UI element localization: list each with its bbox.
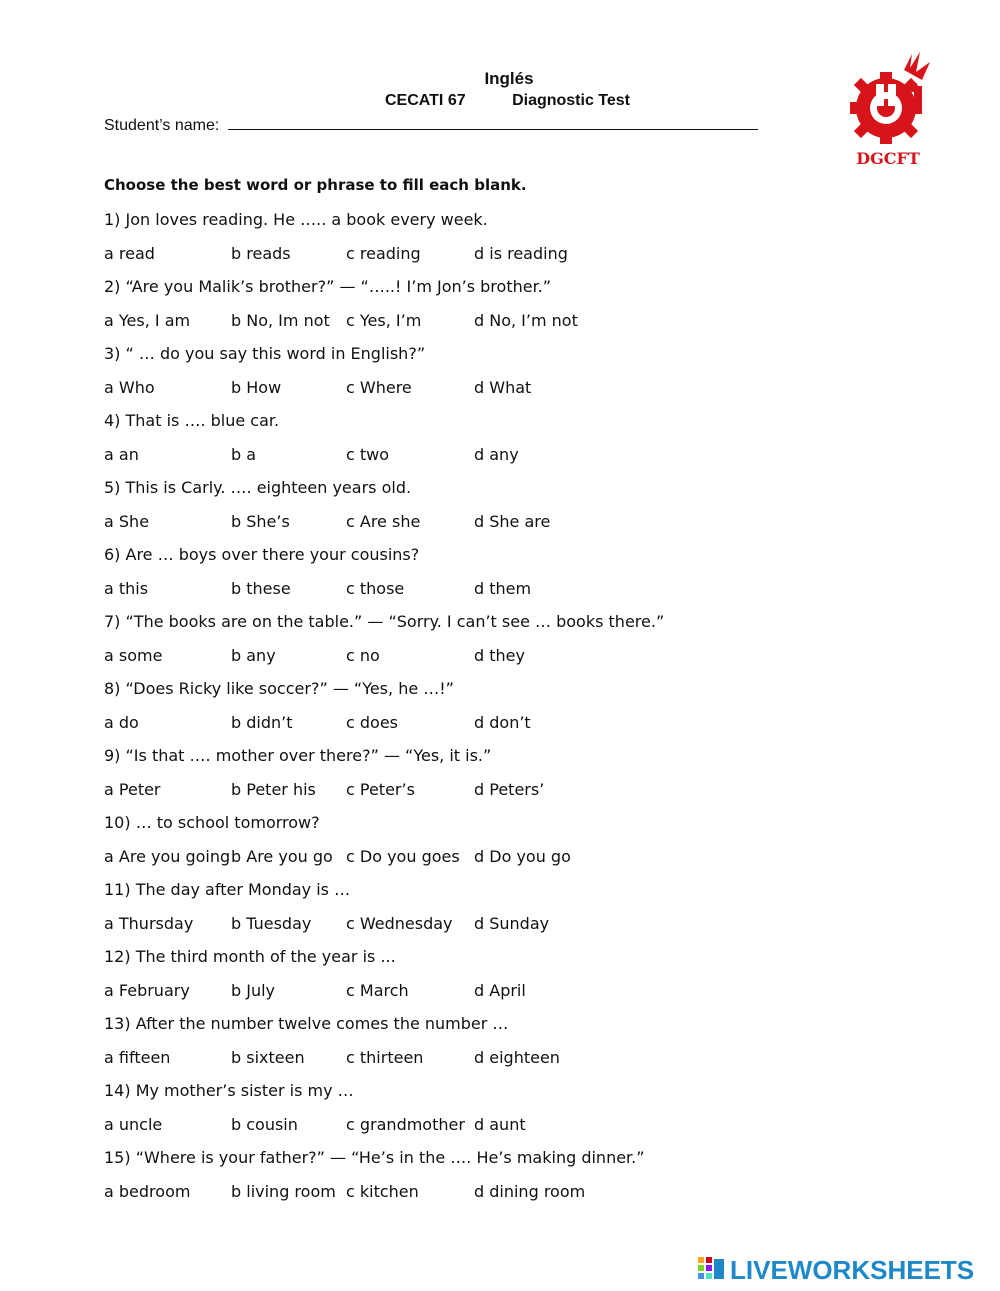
option-d[interactable]: d they bbox=[474, 645, 525, 665]
question-4: 4) That is …. blue car. bbox=[104, 411, 280, 430]
student-name-label: Student’s name: bbox=[104, 117, 220, 134]
option-a[interactable]: a Peter bbox=[104, 779, 161, 799]
option-a[interactable]: a this bbox=[104, 578, 149, 598]
option-a[interactable]: a She bbox=[104, 511, 150, 531]
option-c[interactable]: c Do you goes bbox=[346, 846, 460, 866]
option-d[interactable]: d April bbox=[474, 980, 526, 1000]
question-3: 3) “ … do you say this word in English?” bbox=[104, 344, 426, 363]
option-c[interactable]: c Peter’s bbox=[346, 779, 415, 799]
question-2: 2) “Are you Malik’s brother?” — “…..! I’m Jon’s brother.” bbox=[104, 277, 552, 296]
question-5: 5) This is Carly. …. eighteen years old. bbox=[104, 478, 412, 497]
option-b[interactable]: b She’s bbox=[231, 511, 290, 531]
option-b[interactable]: b July bbox=[231, 980, 276, 1000]
option-a[interactable]: a do bbox=[104, 712, 139, 732]
options-row-2 bbox=[104, 309, 884, 343]
option-c[interactable]: c reading bbox=[346, 243, 421, 263]
option-d[interactable]: d What bbox=[474, 377, 532, 397]
option-d[interactable]: d She are bbox=[474, 511, 551, 531]
option-a[interactable]: a February bbox=[104, 980, 190, 1000]
option-c[interactable]: c Yes, I’m bbox=[346, 310, 422, 330]
question-7: 7) “The books are on the table.” — “Sorry. I can’t see … books there.” bbox=[104, 612, 665, 631]
option-c[interactable]: c thirteen bbox=[346, 1047, 424, 1067]
option-c[interactable]: c no bbox=[346, 645, 380, 665]
option-b[interactable]: b any bbox=[231, 645, 276, 665]
question-12: 12) The third month of the year is ... bbox=[104, 947, 396, 966]
question-9: 9) “Is that …. mother over there?” — “Yes, it is.” bbox=[104, 746, 492, 765]
option-d[interactable]: d aunt bbox=[474, 1114, 526, 1134]
option-a[interactable]: a an bbox=[104, 444, 139, 464]
options-row-6 bbox=[104, 577, 884, 611]
option-b[interactable]: b No, Im not bbox=[231, 310, 330, 330]
option-c[interactable]: c does bbox=[346, 712, 399, 732]
option-a[interactable]: a bedroom bbox=[104, 1181, 191, 1201]
option-d[interactable]: d Do you go bbox=[474, 846, 571, 866]
options-row-1 bbox=[104, 242, 884, 276]
option-d[interactable]: d don’t bbox=[474, 712, 531, 732]
option-c[interactable]: c Wednesday bbox=[346, 913, 453, 933]
option-d[interactable]: d is reading bbox=[474, 243, 568, 263]
options-row-3 bbox=[104, 376, 884, 410]
option-b[interactable]: b didn’t bbox=[231, 712, 293, 732]
question-15: 15) “Where is your father?” — “He’s in the …. He’s making dinner.” bbox=[104, 1148, 645, 1167]
page-subtitle bbox=[385, 92, 630, 110]
option-b[interactable]: b sixteen bbox=[231, 1047, 305, 1067]
option-a[interactable]: a some bbox=[104, 645, 163, 665]
option-c[interactable]: c Are she bbox=[346, 511, 421, 531]
option-a[interactable]: a Who bbox=[104, 377, 155, 397]
option-d[interactable]: d them bbox=[474, 578, 532, 598]
spark-lines bbox=[904, 52, 930, 80]
test-name: Diagnostic Test bbox=[512, 92, 631, 109]
liveworksheets-icon bbox=[698, 1255, 726, 1283]
option-d[interactable]: d any bbox=[474, 444, 519, 464]
options-row-11 bbox=[104, 912, 884, 946]
liveworksheets-footer[interactable] bbox=[698, 1255, 994, 1285]
options-row-9 bbox=[104, 778, 884, 812]
option-a[interactable]: a read bbox=[104, 243, 155, 263]
option-a[interactable]: a Are you going bbox=[104, 846, 231, 866]
options-row-5 bbox=[104, 510, 884, 544]
option-a[interactable]: a Thursday bbox=[104, 913, 194, 933]
options-row-10 bbox=[104, 845, 884, 879]
option-b[interactable]: b these bbox=[231, 578, 291, 598]
option-d[interactable]: d No, I’m not bbox=[474, 310, 578, 330]
options-row-15 bbox=[104, 1180, 884, 1214]
options-row-14 bbox=[104, 1113, 884, 1147]
option-a[interactable]: a fifteen bbox=[104, 1047, 171, 1067]
question-1: 1) Jon loves reading. He ….. a book every week. bbox=[104, 210, 488, 229]
question-11: 11) The day after Monday is … bbox=[104, 880, 351, 899]
option-c[interactable]: c those bbox=[346, 578, 405, 598]
option-c[interactable]: c kitchen bbox=[346, 1181, 419, 1201]
option-b[interactable]: b How bbox=[231, 377, 282, 397]
options-row-13 bbox=[104, 1046, 884, 1080]
question-list bbox=[104, 208, 884, 1213]
option-c[interactable]: c Where bbox=[346, 377, 412, 397]
options-row-8 bbox=[104, 711, 884, 745]
options-row-7 bbox=[104, 644, 884, 678]
instructions: Choose the best word or phrase to fill each blank. bbox=[104, 176, 527, 194]
liveworksheets-brand: LIVEWORKSHEETS bbox=[730, 1255, 975, 1285]
option-b[interactable]: b a bbox=[231, 444, 257, 464]
school-name: CECATI 67 bbox=[385, 92, 466, 109]
option-d[interactable]: d eighteen bbox=[474, 1047, 560, 1067]
options-row-4 bbox=[104, 443, 884, 477]
student-name-blank[interactable] bbox=[228, 113, 758, 130]
option-d[interactable]: d dining room bbox=[474, 1181, 586, 1201]
dgcft-logo bbox=[842, 50, 938, 170]
student-name-row bbox=[104, 113, 758, 135]
option-b[interactable]: b living room bbox=[231, 1181, 336, 1201]
question-6: 6) Are … boys over there your cousins? bbox=[104, 545, 420, 564]
option-c[interactable]: c March bbox=[346, 980, 409, 1000]
option-a[interactable]: a Yes, I am bbox=[104, 310, 191, 330]
options-row-12 bbox=[104, 979, 884, 1013]
option-b[interactable]: b Tuesday bbox=[231, 913, 312, 933]
option-a[interactable]: a uncle bbox=[104, 1114, 163, 1134]
question-13: 13) After the number twelve comes the number … bbox=[104, 1014, 509, 1033]
option-b[interactable]: b reads bbox=[231, 243, 291, 263]
option-c[interactable]: c two bbox=[346, 444, 390, 464]
option-b[interactable]: b Are you go bbox=[231, 846, 333, 866]
page-title: Inglés bbox=[484, 69, 534, 88]
question-14: 14) My mother’s sister is my … bbox=[104, 1081, 354, 1100]
option-d[interactable]: d Peters’ bbox=[474, 779, 545, 799]
logo-text: DGCFT bbox=[856, 149, 920, 168]
question-8: 8) “Does Ricky like soccer?” — “Yes, he …!” bbox=[104, 679, 454, 698]
option-d[interactable]: d Sunday bbox=[474, 913, 550, 933]
option-b[interactable]: b cousin bbox=[231, 1114, 298, 1134]
question-10: 10) … to school tomorrow? bbox=[104, 813, 320, 832]
option-b[interactable]: b Peter his bbox=[231, 779, 316, 799]
option-c[interactable]: c grandmother bbox=[346, 1114, 465, 1134]
